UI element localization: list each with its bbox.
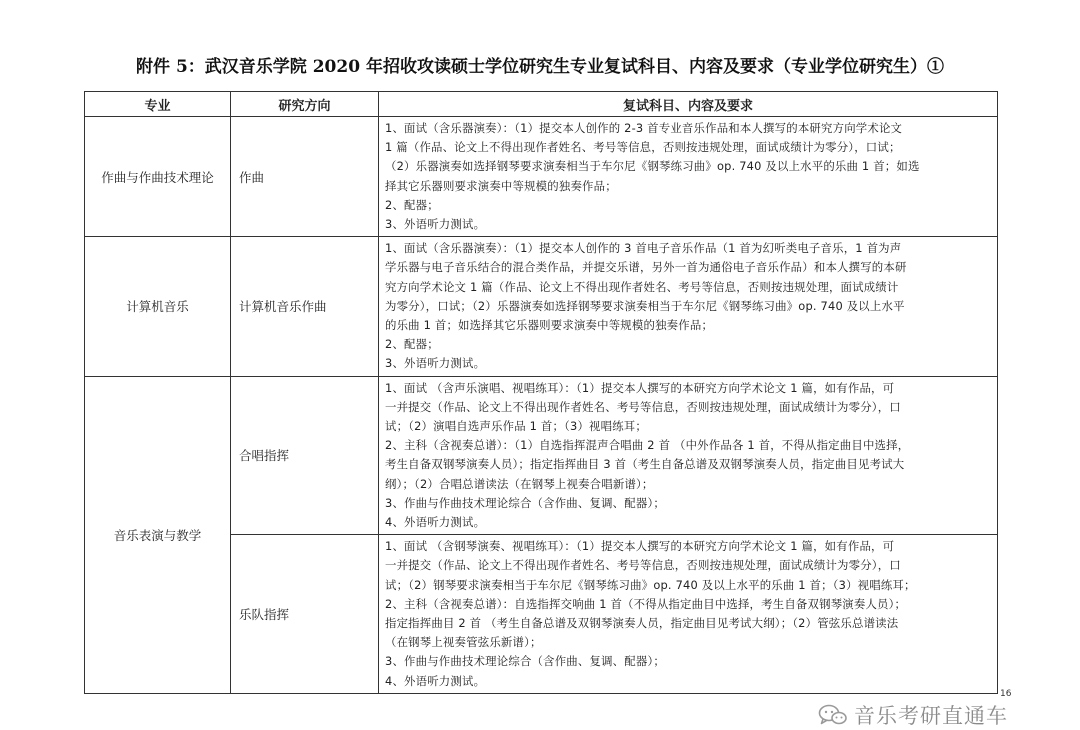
requirement-line: （2）乐器演奏如选择钢琴要求演奏相当于车尔尼《钢琴练习曲》op. 740 及以上水平的乐曲 1 首；如选 (385, 159, 920, 174)
document-title: 附件 5：武汉音乐学院 2020 年招收攻读硕士学位研究生专业复试科目、内容及要求（专业学位研究生）① (136, 57, 944, 77)
requirement-line: 择其它乐器则要求演奏中等规模的独奏作品； (385, 178, 617, 193)
requirement-line: 3、作曲与作曲技术理论综合（含作曲、复调、配器）； (385, 654, 665, 669)
requirements-cell (379, 237, 998, 376)
requirement-line: 考生自备双钢琴演奏人员）；指定指挥曲目 3 首（考生自备总谱及双钢琴演奏人员，指定曲目见考试大 (385, 457, 905, 472)
requirement-line: 2、主科（含视奏总谱）：自选指挥交响曲 1 首（不得从指定曲目中选择，考生自备双钢琴演奏人员）； (385, 596, 907, 611)
watermark-text: 音乐考研直通车 (854, 704, 1008, 728)
requirement-line: 为零分），口试；（2）乐器演奏如选择钢琴要求演奏相当于车尔尼《钢琴练习曲》op. 740 及以上水平 (385, 298, 905, 313)
requirement-line: 1、面试 （含声乐演唱、视唱练耳）：（1）提交本人撰写的本研究方向学术论文 1 篇，如有作品，可 (385, 380, 895, 395)
requirements-table (84, 91, 998, 694)
requirement-line: 3、外语听力测试。 (385, 356, 486, 371)
header-requirements: 复试科目、内容及要求 (379, 92, 998, 117)
requirement-line: 究方向学术论文 1 篇（作品、论文上不得出现作者姓名、考号等信息，否则按违规处理，面试成绩计 (385, 279, 899, 294)
requirement-line: 4、外语听力测试。 (385, 515, 486, 530)
requirement-line: 学乐器与电子音乐结合的混合类作品，并提交乐谱，另外一首为通俗电子音乐作品）和本人撰写的本研 (385, 260, 907, 275)
requirement-line: 2、配器； (385, 337, 439, 352)
direction-cell: 作曲 (231, 117, 379, 237)
table-header-row (85, 92, 998, 117)
requirement-line: 3、作曲与作曲技术理论综合（含作曲、复调、配器）； (385, 495, 665, 510)
page-number: 16 (1000, 689, 1012, 699)
requirement-line: 2、主科（含视奏总谱）：（1）自选指挥混声合唱曲 2 首 （中外作品各 1 首，不得从指定曲目中选择， (385, 438, 910, 453)
table-row (85, 376, 998, 535)
requirement-line: 1、面试（含乐器演奏）：（1）提交本人创作的 3 首电子音乐作品（1 首为幻听类电子音乐，1 首为声 (385, 241, 902, 256)
requirement-line: （在钢琴上视奏管弦乐新谱）； (385, 635, 542, 650)
requirement-line: 试；（2）演唱自选声乐作品 1 首；（3）视唱练耳； (385, 419, 647, 434)
requirement-line: 试；（2）钢琴要求演奏相当于车尔尼《钢琴练习曲》op. 740 及以上水平的乐曲 1 首；（3）视唱练耳； (385, 577, 916, 592)
direction-cell: 乐队指挥 (231, 535, 379, 694)
requirement-line: 1 篇（作品、论文上不得出现作者姓名、考号等信息，否则按违规处理，面试成绩计为零分），口试； (385, 140, 901, 155)
requirements-cell (379, 535, 998, 694)
major-cell: 音乐表演与教学 (85, 376, 231, 693)
header-direction: 研究方向 (231, 92, 379, 117)
header-major: 专业 (85, 92, 231, 117)
direction-cell: 合唱指挥 (231, 376, 379, 535)
major-cell: 作曲与作曲技术理论 (85, 117, 231, 237)
watermark (818, 702, 1008, 728)
requirement-line: 一并提交（作品、论文上不得出现作者姓名、考号等信息，否则按违规处理，面试成绩计为零分），口 (385, 558, 901, 573)
wechat-icon (818, 703, 848, 727)
requirement-line: 指定指挥曲目 2 首 （考生自备总谱及双钢琴演奏人员，指定曲目见考试大纲）；（2）管弦乐总谱读法 (385, 616, 899, 631)
requirements-cell (379, 376, 998, 535)
requirement-line: 2、配器； (385, 197, 439, 212)
requirement-line: 一并提交（作品、论文上不得出现作者姓名、考号等信息，否则按违规处理，面试成绩计为零分），口 (385, 399, 901, 414)
direction-cell: 计算机音乐作曲 (231, 237, 379, 376)
requirement-line: 1、面试 （含钢琴演奏、视唱练耳）：（1）提交本人撰写的本研究方向学术论文 1 篇，如有作品，可 (385, 539, 895, 554)
requirements-cell (379, 117, 998, 237)
table-row (85, 237, 998, 376)
requirement-line: 1、面试（含乐器演奏）：（1）提交本人创作的 2-3 首专业音乐作品和本人撰写的本研究方向学术论文 (385, 121, 903, 135)
requirement-line: 3、外语听力测试。 (385, 217, 486, 232)
requirement-line: 4、外语听力测试。 (385, 673, 486, 688)
requirement-line: 的乐曲 1 首；如选择其它乐器则要求演奏中等规模的独奏作品； (385, 318, 714, 333)
table-row (85, 117, 998, 237)
major-cell: 计算机音乐 (85, 237, 231, 376)
requirement-line: 纲）；（2）合唱总谱读法（在钢琴上视奏合唱新谱）； (385, 476, 654, 491)
